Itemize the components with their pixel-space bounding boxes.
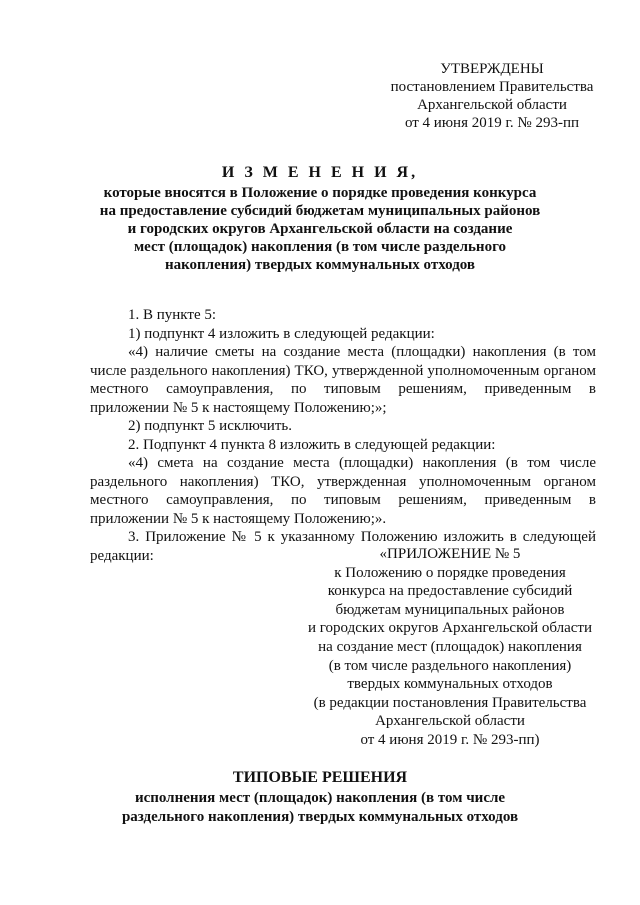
appendix-line: бюджетам муниципальных районов bbox=[335, 601, 565, 618]
changes-subtitle-line: мест (площадок) накопления (в том числе раздельного bbox=[133, 239, 507, 255]
appendix-line: (в редакции постановления Правительства bbox=[313, 694, 587, 711]
appendix-line: конкурса на предоставление субсидий bbox=[327, 583, 573, 600]
appendix-title: «ПРИЛОЖЕНИЕ № 5 bbox=[379, 546, 521, 562]
appendix-line: на создание мест (площадок) накопления bbox=[318, 638, 582, 655]
paragraph: 2. Подпункт 4 пункта 8 изложить в следующей редакции: bbox=[128, 436, 496, 453]
appendix-line: Архангельской области bbox=[375, 713, 525, 730]
changes-subtitle-line: и городских округов Архангельской области на создание bbox=[127, 221, 513, 237]
approval-line: Архангельской области bbox=[417, 97, 567, 113]
paragraph: 1. В пункте 5: bbox=[128, 307, 217, 323]
appendix-line: твердых коммунальных отходов bbox=[347, 676, 553, 693]
paragraph: «4) наличие сметы на создание места (площадки) накопления (в том числе раздельного накопления) ТКО, утвержденной уполномоченным органом местного самоуправления, по типовым решениям, приведенным в приложении № 5 к настоящему Положению;»; bbox=[90, 344, 596, 416]
typical-solutions-heading bbox=[80, 768, 560, 827]
appendix-line: (в том числе раздельного накопления) bbox=[328, 657, 572, 674]
approval-stamp bbox=[372, 60, 612, 132]
approval-date: от 4 июня 2019 г. № 293-пп bbox=[404, 115, 580, 131]
typical-subtitle-line: раздельного накопления) твердых коммунальных отходов bbox=[121, 809, 519, 825]
changes-subtitle-line: которые вносятся в Положение о порядке проведения конкурса bbox=[103, 185, 537, 201]
paragraph: 2) подпункт 5 исключить. bbox=[128, 418, 292, 434]
approval-title: УТВЕРЖДЕНЫ bbox=[440, 61, 544, 77]
appendix-line: от 4 июня 2019 г. № 293-пп) bbox=[360, 731, 540, 748]
appendix-header bbox=[290, 545, 610, 750]
paragraph: 1) подпункт 4 изложить в следующей редакции: bbox=[128, 325, 435, 342]
appendix-line: и городских округов Архангельской области bbox=[307, 620, 593, 637]
changes-subtitle-line: накопления) твердых коммунальных отходов bbox=[164, 257, 476, 273]
appendix-line: к Положению о порядке проведения bbox=[334, 564, 566, 581]
paragraph: 3. Приложение № 5 к указанному Положению изложить в следующей редакции: bbox=[90, 529, 596, 564]
changes-title: И З М Е Н Е Н И Я, bbox=[221, 164, 419, 181]
typical-title: ТИПОВЫЕ РЕШЕНИЯ bbox=[232, 769, 408, 786]
changes-heading bbox=[80, 164, 560, 274]
typical-subtitle-line: исполнения мест (площадок) накопления (в том числе bbox=[134, 790, 506, 806]
document-body bbox=[90, 306, 596, 565]
paragraph: «4) смета на создание места (площадки) накопления (в том числе раздельного накопления) ТКО, утвержденная уполномоченным органом местного самоуправления, по типовым решениям, приведенным в приложении № 5 к настоящему Положению;». bbox=[90, 455, 596, 527]
approval-line: постановлением Правительства bbox=[390, 79, 594, 95]
changes-subtitle-line: на предоставление субсидий бюджетам муниципальных районов bbox=[99, 203, 541, 219]
